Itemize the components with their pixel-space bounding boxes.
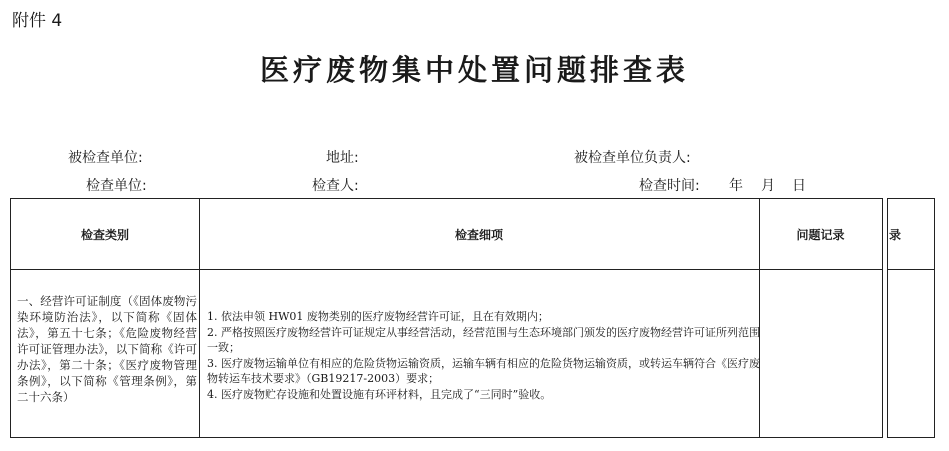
clipped-extra-column [887,198,935,438]
inspector-label: 检查人: [312,178,359,194]
detail-item: 4. 医疗废物贮存设施和处置设施有环评材料，且完成了“三同时”验收。 [207,387,552,401]
row-category: 一、经营许可证制度（《固体废物污染环境防治法》，以下简称《固体法》，第五十七条；《危险废物经营许可证管理办法》，以下简称《许可办法》，第二十条；《医疗废物管理条例》，以下简称《管理条例》，第二十六条） [17,294,197,404]
detail-item: 2. 严格按照医疗废物经营许可证规定从事经营活动，经营范围与生态环境部门颁发的医疗废物经营许可证所列范围一致； [207,325,760,354]
row-details [207,309,765,402]
header-category: 检查类别 [80,227,129,242]
header-divider [888,269,934,270]
row-record [760,270,882,437]
inspection-time-label: 检查时间: [639,178,700,194]
header-divider [11,269,882,270]
page-title: 医疗废物集中处置问题排查表 [259,53,689,87]
inspection-table [10,198,883,438]
inspected-unit-head-label: 被检查单位负责人: [574,150,691,166]
detail-item: 3. 医疗废物运输单位有相应的危险货物运输资质，运输车辆有相应的危险货物运输资质，或转运车辆符合《医疗废物转运车技术要求》（GB19217-2003）要求； [207,356,760,385]
year-label: 年 [729,178,743,194]
header-details: 检查细项 [454,227,503,242]
address-label: 地址: [326,150,359,166]
day-label: 日 [792,178,806,194]
month-label: 月 [761,178,775,194]
inspected-unit-label: 被检查单位: [68,150,143,166]
attachment-label: 附件 4 [12,11,63,31]
detail-item: 1. 依法申领 HW01 废物类别的医疗废物经营许可证，且在有效期内； [207,310,549,323]
header-record: 问题记录 [796,227,845,242]
inspecting-unit-label: 检查单位: [86,178,147,194]
extra-header: 录 [889,227,902,242]
